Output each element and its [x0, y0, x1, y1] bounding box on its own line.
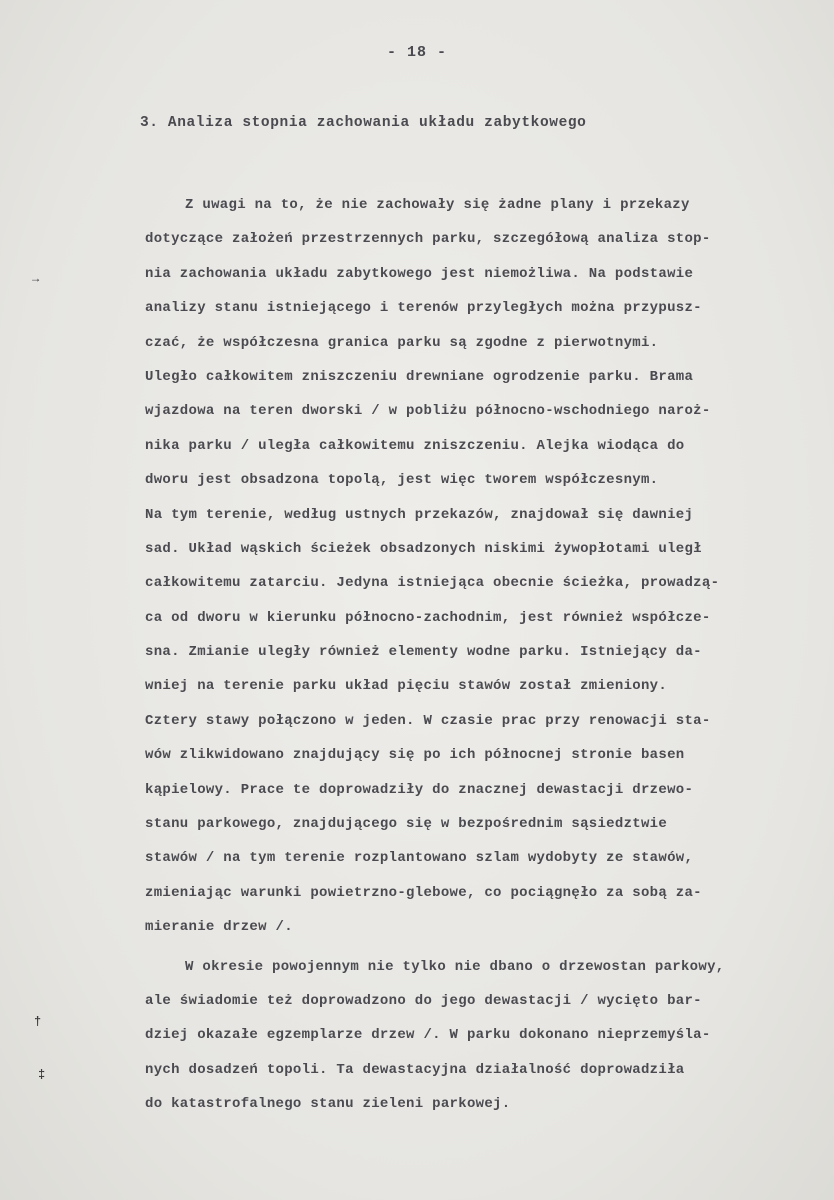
- text-line: czać, że współczesna granica parku są zgodne z pierwotnymi.: [145, 334, 659, 351]
- text-line: wjazdowa na teren dworski / w pobliżu północno-wschodniego naroż-: [145, 403, 711, 420]
- text-line: dworu jest obsadzona topolą, jest więc tworem współczesnym.: [145, 472, 659, 489]
- text-line: wów zlikwidowano znajdujący się po ich północnej stronie basen: [145, 747, 685, 764]
- text-line: Na tym terenie, według ustnych przekazów, znajdował się dawniej: [145, 506, 694, 523]
- text-line: analizy stanu istniejącego i terenów przyległych można przypusz-: [145, 300, 702, 317]
- text-line: dziej okazałe egzemplarze drzew /. W parku dokonano nieprzemyśla-: [145, 1027, 711, 1044]
- paragraph-1: [145, 188, 834, 945]
- text-line: Cztery stawy połączono w jeden. W czasie prac przy renowacji sta-: [145, 712, 711, 729]
- text-line: sna. Zmianie uległy również elementy wodne parku. Istniejący da-: [145, 644, 702, 661]
- text-line: W okresie powojennym nie tylko nie dbano o drzewostan parkowy,: [185, 958, 725, 975]
- text-line: sad. Układ wąskich ścieżek obsadzonych niskimi żywopłotami uległ: [145, 540, 702, 557]
- text-line: nych dosadzeń topoli. Ta dewastacyjna działalność doprowadziła: [145, 1061, 685, 1078]
- page-number: - 18 -: [386, 44, 447, 61]
- text-line: stawów / na tym terenie rozplantowano szlam wydobyty ze stawów,: [145, 850, 694, 867]
- text-line: kąpielowy. Prace te doprowadziły do znacznej dewastacji drzewo-: [145, 781, 694, 798]
- text-line: wniej na terenie parku układ pięciu stawów został zmieniony.: [145, 678, 668, 695]
- text-line: Uległo całkowitem zniszczeniu drewniane ogrodzenie parku. Brama: [145, 368, 694, 385]
- text-line: Z uwagi na to, że nie zachowały się żadne plany i przekazy: [185, 197, 690, 213]
- margin-mark: →: [32, 272, 40, 286]
- body-text: [145, 188, 834, 1122]
- text-line: dotyczące założeń przestrzennych parku, szczegółową analiza stop-: [145, 231, 711, 248]
- text-line: całkowitemu zatarciu. Jedyna istniejąca obecnie ścieżka, prowadzą-: [145, 575, 720, 592]
- text-line: ca od dworu w kierunku północno-zachodnim, jest również współcze-: [145, 609, 711, 626]
- text-line: ale świadomie też doprowadzono do jego dewastacji / wycięto bar-: [145, 992, 702, 1009]
- text-line: zmieniając warunki powietrzno-glebowe, co pociągnęło za sobą za-: [145, 884, 702, 901]
- margin-mark: †: [34, 1015, 42, 1029]
- text-line: do katastrofalnego stanu zieleni parkowej.: [145, 1096, 511, 1113]
- text-line: stanu parkowego, znajdującego się w bezpośrednim sąsiedztwie: [145, 816, 668, 833]
- section-heading: 3. Analiza stopnia zachowania układu zabytkowego: [140, 115, 587, 131]
- margin-mark: ‡: [38, 1068, 46, 1082]
- text-line: mieranie drzew /.: [145, 919, 293, 936]
- text-line: nia zachowania układu zabytkowego jest niemożliwa. Na podstawie: [145, 265, 694, 282]
- text-line: nika parku / uległa całkowitemu zniszczeniu. Alejka wiodąca do: [145, 437, 685, 454]
- paragraph-2: [145, 950, 834, 1122]
